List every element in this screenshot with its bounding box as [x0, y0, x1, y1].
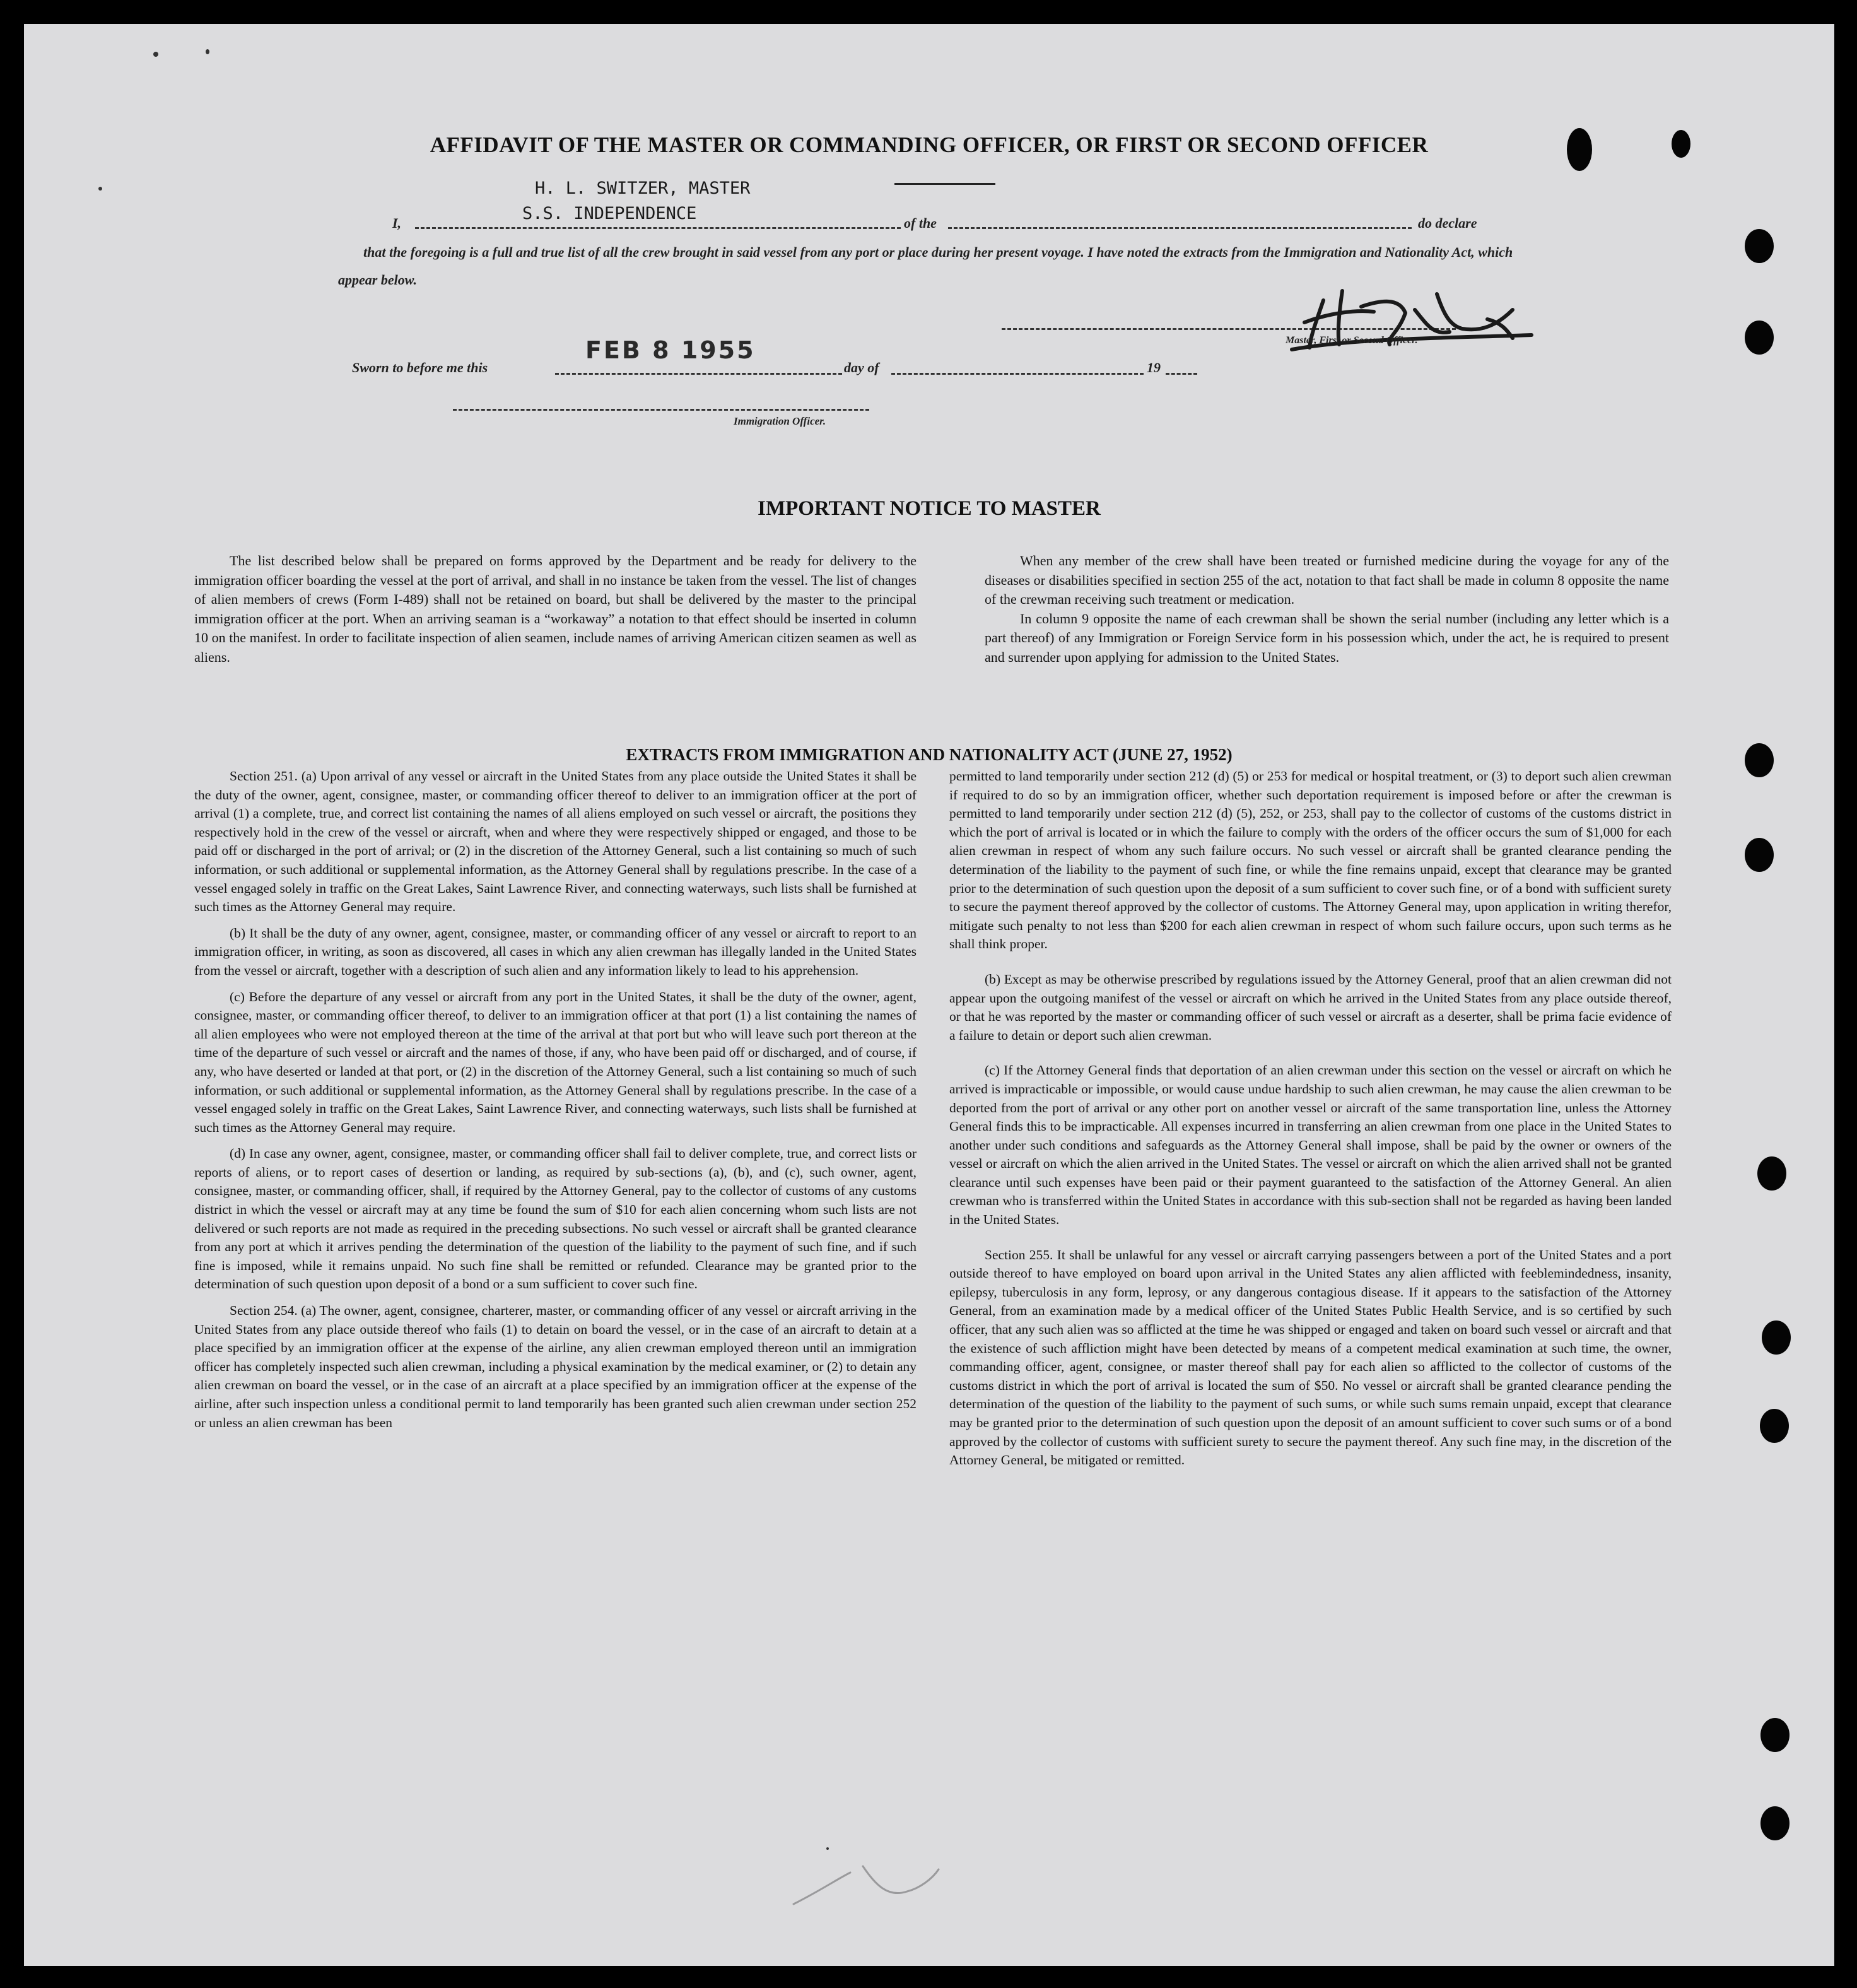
master-signature [1279, 275, 1544, 370]
punch-hole [1567, 128, 1592, 171]
document-page [24, 24, 1834, 1966]
punch-hole [1745, 743, 1774, 777]
extracts-title: EXTRACTS FROM IMMIGRATION AND NATIONALITY ACT (JUNE 27, 1952) [626, 745, 1233, 764]
sworn-month-line [891, 373, 1144, 375]
section-255: Section 255. It shall be unlawful for any vessel or aircraft carrying passengers between a port of the United States and a port outside thereof to have employed on board upon arrival in the United States any alien afflicted with feeblemindedness, insanity, epilepsy, tuberculosis in any form, leprosy, or any dangerous contagious disease. If it appears to the satisfaction of the Attorney General, from an examination made by a medical officer of the United States Public Health Service, and is so certified by such officer, that any such alien was so afflicted at the time he was shipped or engaged and taken on board such vessel or aircraft and that the existence of such affliction might have been detected by means of a competent medical examination at such time, the owner, commanding officer, agent, consignee, or master thereof shall pay for each alien so afflicted to the collector of customs of the customs district in which the port of arrival is located the sum of $50. No vessel or aircraft shall be granted clearance pending the determination of the question of the liability to the payment of such sums, or while such sums remain unpaid, except that clearance may be granted prior to the determination of such question upon the deposit of an amount sufficient to cover such sums or of a bond approved by the collector of customs with sufficient surety to secure the payment thereof. Any such fine may, in the discretion of the Attorney General, be mitigated or remitted. [949, 1247, 1672, 1468]
typed-vessel-name: S.S. INDEPENDENCE [522, 204, 697, 223]
title-rule [894, 183, 995, 185]
section-251d: (d) In case any owner, agent, consignee, master, or commanding officer shall fail to deliver complete, true, and correct lists or reports of aliens, or to report cases of desertion or landing, as required by sub-sections (a), (b), and (c), such owner, agent, consignee, master, or commanding officer, shall, if required by the Attorney General, pay to the collector of customs of any customs district in which the vessel or aircraft may at any time be found the sum of $10 for each alien concerning whom such lists are not delivered or such reports are not made as required in the preceding subsections. No such vessel or aircraft shall be granted clearance from any port at which it arrives pending the determination of the question of the liability to the payment of such fine, and if such fine is imposed, while it remains unpaid. No such fine shall be remitted or refunded. Clearance may be granted prior to the determination of such question upon deposit of a bond or a sum sufficient to cover such fine. [194, 1146, 917, 1292]
extracts-right-column [949, 767, 1672, 1478]
vessel-line [948, 227, 1412, 229]
date-stamp: FEB 8 1955 [585, 336, 756, 364]
section-254a: Section 254. (a) The owner, agent, consignee, charterer, master, or commanding officer of any vessel or aircraft arriving in the United States from any place outside thereof who fails (1) to detain on board the vessel, or in the case of an aircraft to detain at a place specified by an immigration officer at the expense of the airline, any alien crewman employed thereon until an immigration officer has completely inspected such alien crewman, including a physical examination by the medical examiner, or (2) to detain any alien crewman on board the vessel, or in the case of an aircraft at a place specified by an immigration officer at the expense of the airline, after such inspection unless a conditional permit to land temporarily has been granted such alien crewman under section 252 or unless an alien crewman has been [194, 1303, 917, 1430]
sworn-label: Sworn to before me this [352, 360, 488, 375]
signature-caption: Master, First or Second Officer. [1286, 335, 1418, 346]
year-label: 19 [1147, 360, 1161, 375]
notice-right-column [985, 551, 1669, 674]
of-the-label: of the [904, 215, 937, 231]
punch-hole [1672, 130, 1690, 158]
punch-hole [1760, 1718, 1790, 1752]
notice-left-column [194, 551, 917, 674]
section-251c: (c) Before the departure of any vessel or aircraft from any port in the United States, it shall be the duty of the owner, agent, consignee, master, or commanding officer thereof, to deliver to an immigration officer at that port (1) a list containing the names of all alien employees who were not employed thereon at the time of the arrival at that port but who will leave such port thereon at the time of the departure of such vessel or aircraft and the names of those, if any, who have been paid off or discharged, and of course, if any, who have deserted or landed at that port, or (2) in the discretion of the Attorney General, such a list containing so much of such information, or such additional or supplemental information, as the Attorney General shall by regulations prescribe. In the case of a vessel engaged solely in traffic on the Great Lakes, Saint Lawrence River, and connecting waterways, such lists shall be furnished at such times as the Attorney General may require. [194, 989, 917, 1135]
punch-hole [1760, 1806, 1790, 1840]
section-254c: (c) If the Attorney General finds that deportation of an alien crewman under this section on the vessel or aircraft on which he arrived is impracticable or impossible, or would cause undue hardship to such alien crewman, he may cause the alien crewman to be deported from the port of arrival or any other port on another vessel or aircraft of the same transportation line, unless the Attorney General finds this to be impracticable. All expenses incurred in transferring an alien crewman from one place in the United States to another under such conditions and safeguards as the Attorney General shall impose, shall be paid by the owner or owners of the vessel or aircraft on which the alien arrived in the United States. The vessel or aircraft on which the alien arrived shall not be granted clearance until such expenses have been paid or their payment guaranteed to the satisfaction of the Attorney General. An alien crewman who is transferred within the United States in accordance with this sub-section shall not be regarded as having been landed in the United States. [949, 1062, 1672, 1228]
affidavit-title: AFFIDAVIT OF THE MASTER OR COMMANDING OFFICER, OR FIRST OR SECOND OFFICER [430, 132, 1429, 157]
punch-hole [1745, 838, 1774, 872]
name-line [415, 227, 901, 229]
day-of-label: day of [844, 360, 879, 375]
speck [206, 49, 209, 54]
section-251a: Section 251. (a) Upon arrival of any vessel or aircraft in the United States from any place outside the United States it shall be the duty of the owner, agent, consignee, master, or commanding officer thereof to deliver to an immigration officer at the port of arrival (1) a complete, true, and correct list containing the names of all aliens employed on such vessel or aircraft, the positions they respectively hold in the crew of the vessel or aircraft, when and where they were respectively shipped or engaged, and those to be paid off or discharged in the port of arrival; or (2) in the discretion of the Attorney General, such a list containing so much of such information, or such additional or supplemental information, as the Attorney General shall by regulations prescribe. In the case of a vessel engaged solely in traffic on the Great Lakes, Saint Lawrence River, and connecting waterways, such lists shall be furnished at such times as the Attorney General may require. [194, 768, 917, 915]
punch-hole [1757, 1156, 1786, 1191]
officer-caption: Immigration Officer. [734, 415, 826, 427]
typed-master-name: H. L. SWITZER, MASTER [535, 179, 751, 198]
section-251b: (b) It shall be the duty of any owner, agent, consignee, master, or commanding officer of any vessel or aircraft to report to an immigration officer, in writing, as soon as discovered, all cases in which any alien crewman has illegally landed in the United States from the vessel or aircraft, together with a description of such alien and any information likely to lead to his apprehension. [194, 925, 917, 978]
punch-hole [1745, 321, 1774, 355]
declaration-text: that the foregoing is a full and true list of all the crew brought in said vessel from any port or place during her present voyage. I have noted the extracts from the Immigration and Nationality Act, which appear below. [338, 244, 1513, 288]
speck [153, 52, 158, 57]
punch-hole [1762, 1320, 1791, 1355]
section-254a-continued: permitted to land temporarily under section 212 (d) (5) or 253 for medical or hospital treatment, or (3) to deport such alien crewman if required to do so by an immigration officer, whether such deportation requirement is imposed before or after the crewman is permitted to land temporarily under section 212 (d) (5), 252, or 253, shall pay to the collector of customs of the customs district in which the port of arrival is located or in which the failure to comply with the orders of the officer occurs the sum of $1,000 for each alien crewman in respect of whom any such failure occurs. No such vessel or aircraft shall be granted clearance pending the determination of the liability to the payment of such fine, or while the fine remains unpaid, except that clearance may be granted prior to the determination of such question upon the deposit of a sum sufficient to cover such fine, or of a bond with sufficient surety to secure the payment thereof approved by the collector of customs. The Attorney General may, upon application in writing therefor, mitigate such penalty to not less than $200 for each alien crewman in respect of whom such failure occurs, upon such terms as he shall think proper. [949, 768, 1672, 952]
faint-pencil-scribble [781, 1854, 958, 1917]
sworn-day-line [555, 373, 842, 375]
section-254b: (b) Except as may be otherwise prescribed by regulations issued by the Attorney General, proof that an alien crewman did not appear upon the outgoing manifest of the vessel or aircraft on which he arrived in the United States from any place outside thereof, or that he was reported by the master or commanding officer of such vessel or aircraft as a deserter, shall be prima facie evidence of a failure to detain or deport such alien crewman. [949, 971, 1672, 1043]
notice-paragraph: When any member of the crew shall have been treated or furnished medicine during the voyage for any of the diseases or disabilities specified in section 255 of the act, notation to that fact shall be made in column 8 opposite the name of the crewman receiving such treatment or medication. [985, 553, 1669, 607]
punch-hole [1760, 1409, 1789, 1443]
notice-paragraph: In column 9 opposite the name of each crewman shall be shown the serial number (including any letter which is a part thereof) of any Immigration or Foreign Service form in his possession which, under the act, he is required to present and surrender upon applying for admission to the United States. [985, 610, 1669, 665]
extracts-left-column [194, 767, 917, 1440]
notice-paragraph: The list described below shall be prepared on forms approved by the Department and be ready for delivery to the immigration officer boarding the vessel at the port of arrival, and shall in no instance be taken from the vessel. The list of changes of alien members of crews (Form I-489) shall not be retained on board, but shall be delivered by the master to the principal immigration officer at the port. When an arriving seaman is a “workaway” a notation to that effect should be inserted in column 10 on the manifest. In order to facilitate inspection of alien seamen, include names of arriving American citizen seamen as well as aliens. [194, 553, 917, 665]
declarant-label: I, [392, 215, 402, 231]
speck [826, 1847, 829, 1850]
speck [98, 187, 102, 191]
do-declare-label: do declare [1418, 215, 1477, 231]
officer-signature-line [453, 409, 869, 411]
sworn-year-line [1166, 373, 1197, 375]
notice-title: IMPORTANT NOTICE TO MASTER [758, 497, 1101, 520]
punch-hole [1745, 229, 1774, 263]
